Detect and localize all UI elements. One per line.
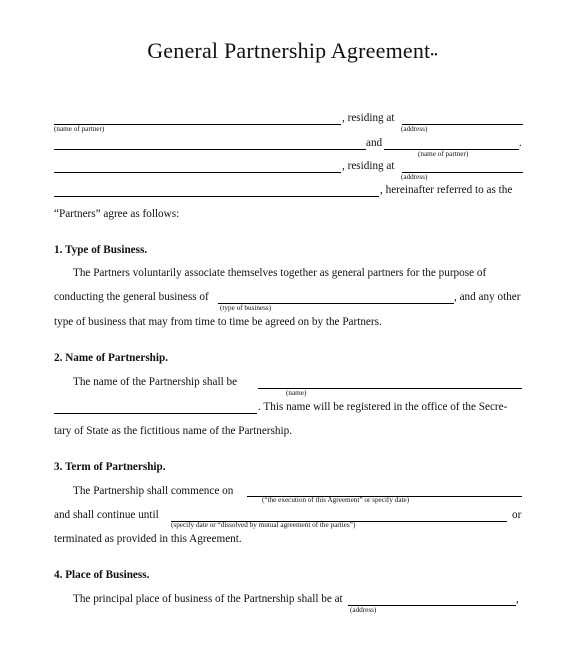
type-of-business-hint: (type of business): [220, 304, 272, 312]
hereinafter-text: , hereinafter referred to as the: [380, 184, 513, 196]
section-3-line-2b: or: [512, 509, 522, 521]
section-3-line-3: terminated as provided in this Agreement.: [54, 533, 242, 545]
section-1-line-3: type of business that may from time to time be agreed on by the Partners.: [54, 316, 382, 328]
section-4-line-1: The principal place of business of the Partnership shall be at: [73, 593, 343, 605]
partner-2-address-line-b[interactable]: [54, 196, 379, 197]
place-address-hint: (address): [350, 606, 377, 614]
section-1-heading: 1. Type of Business.: [54, 244, 148, 256]
section-1-line-2b: , and any other: [454, 291, 521, 303]
address-hint-1: (address): [401, 125, 428, 133]
period-1: .: [519, 137, 522, 149]
partnership-name-line-b[interactable]: [54, 413, 257, 414]
section-1-line-2a: conducting the general business of: [54, 291, 209, 303]
section-4-line-1-end: ,: [516, 593, 519, 605]
section-3-line-2a: and shall continue until: [54, 509, 159, 521]
section-2-line-1: The name of the Partnership shall be: [73, 376, 238, 388]
partner-2-line-c[interactable]: [54, 172, 341, 173]
address-hint-2: (address): [401, 173, 428, 181]
document-title: [0, 38, 585, 64]
section-1-line-1: The Partners voluntarily associate themselves together as general partners for the purpose of: [73, 267, 487, 279]
partner-2-name-line-a[interactable]: [54, 149, 366, 150]
commence-hint: (“the execution of this Agreement” or specify date): [262, 496, 410, 504]
section-2-heading: 2. Name of Partnership.: [54, 352, 169, 364]
section-4-heading: 4. Place of Business.: [54, 569, 150, 581]
name-of-partner-hint-1: (name of partner): [54, 125, 105, 133]
and-text: and: [366, 137, 383, 149]
section-2-line-2: . This name will be registered in the office of the Secre-: [258, 401, 508, 413]
section-2-line-3: tary of State as the fictitious name of the Partnership.: [54, 425, 292, 437]
residing-at-2: , residing at: [342, 160, 395, 172]
continue-hint: (specify date or “dissolved by mutual agreement of the parties”): [171, 521, 356, 529]
title-mark: ••: [430, 50, 438, 61]
section-3-heading: 3. Term of Partnership.: [54, 461, 166, 473]
name-of-partner-hint-2: (name of partner): [418, 150, 469, 158]
name-hint: (name): [286, 389, 307, 397]
partners-agree-text: “Partners” agree as follows:: [54, 208, 180, 220]
residing-at-1: , residing at: [342, 112, 395, 124]
section-3-line-1: The Partnership shall commence on: [73, 485, 234, 497]
title-text: General Partnership Agreement: [147, 38, 431, 63]
